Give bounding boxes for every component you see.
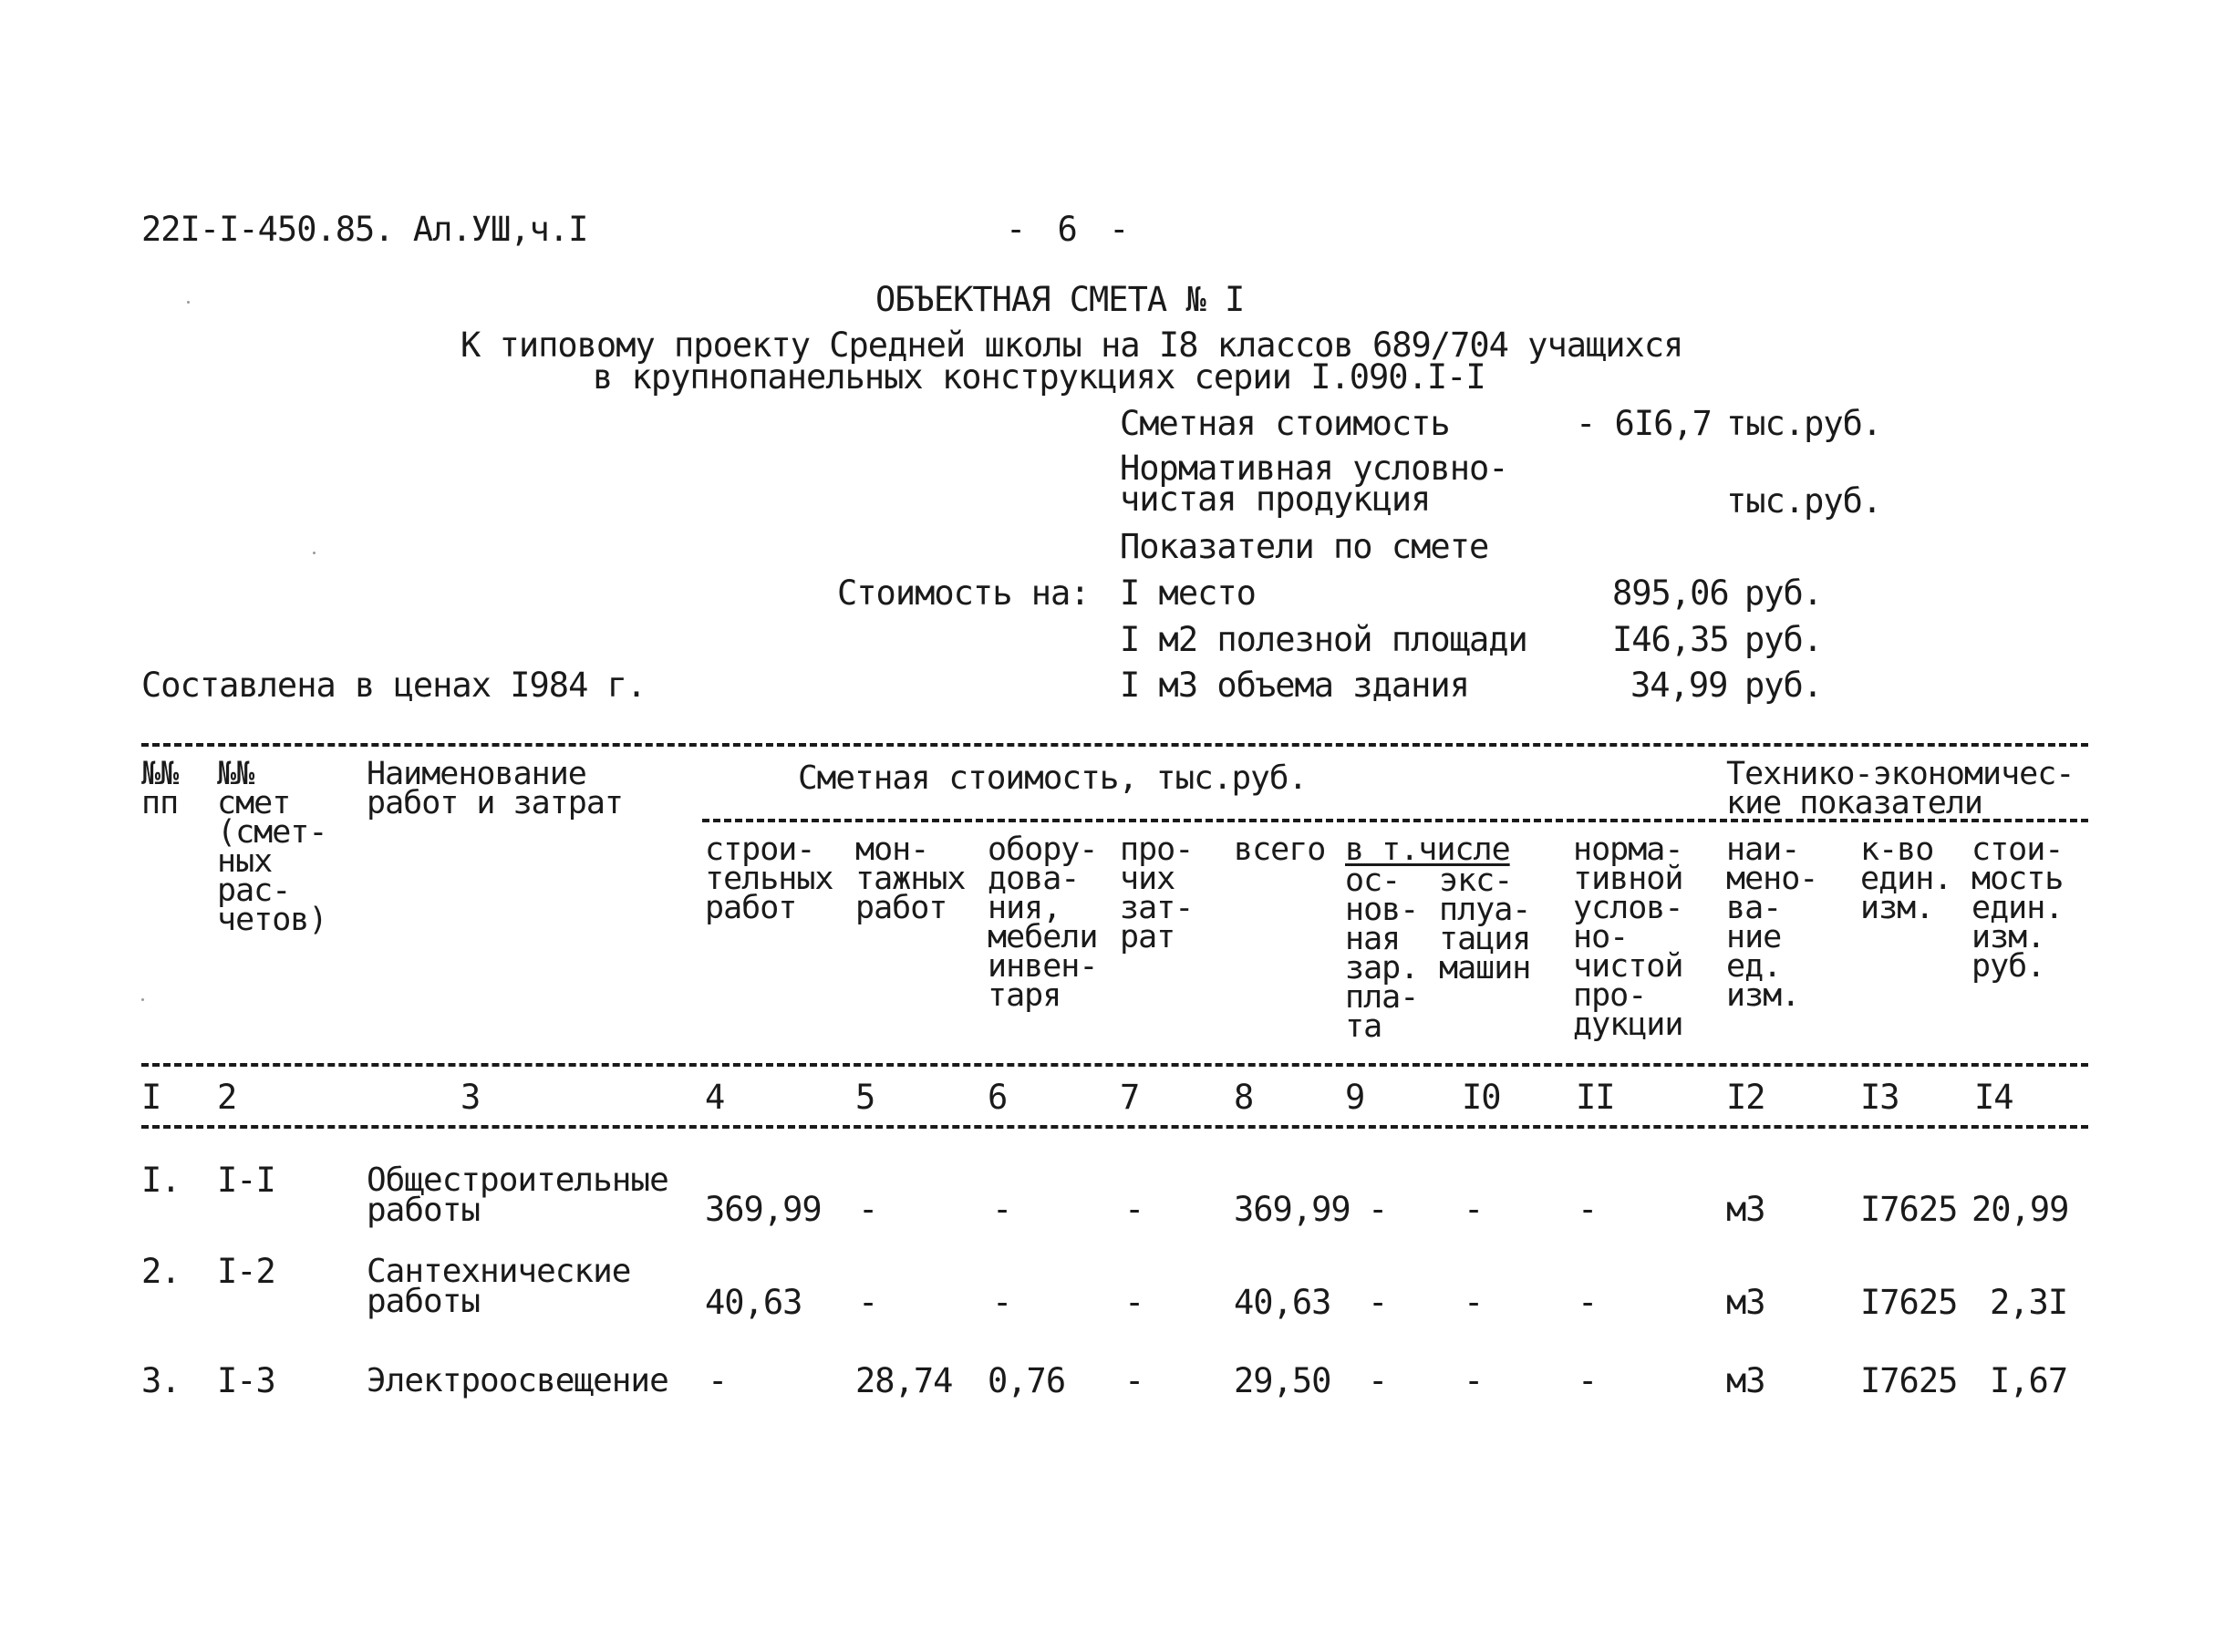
estimated-cost-value: - 6I6,7 xyxy=(1576,404,1712,443)
per-place-value: 895,06 xyxy=(1612,573,1729,613)
row-unit-cost: 20,99 xyxy=(1971,1190,2069,1229)
column-number: I2 xyxy=(1726,1078,1765,1117)
row-machines: - xyxy=(1464,1190,1484,1229)
column-number: 2 xyxy=(217,1078,237,1117)
header-col-5: мон- тажных работ xyxy=(855,831,966,926)
header-col-10: экс- плуа- тация машин xyxy=(1439,862,1531,986)
normative-label: Нормативная условно- чистая продукция xyxy=(1120,449,1508,519)
row-quantity: I7625 xyxy=(1860,1190,1958,1229)
header-group-tech: Технико-экономичес- кие показатели xyxy=(1726,756,2075,821)
header-col-8: всего xyxy=(1234,831,1326,868)
row-build-cost: 369,99 xyxy=(705,1190,822,1229)
estimated-cost-label: Сметная стоимость xyxy=(1120,404,1450,443)
scan-speck xyxy=(187,301,190,304)
header-col-14: стои- мость един. изм. руб. xyxy=(1971,831,2064,985)
per-place-unit: руб. xyxy=(1744,573,1823,613)
per-m3-value: 34,99 xyxy=(1630,666,1728,705)
per-m2-label: I м2 полезной площади xyxy=(1120,620,1527,659)
document-subtitle-line1: К типовому проекту Средней школы на I8 классов 689/704 учащихся xyxy=(461,325,1683,365)
column-number: 5 xyxy=(855,1078,875,1117)
column-number: II xyxy=(1576,1078,1615,1117)
header-col-13: к-во един. изм. xyxy=(1860,831,1952,926)
row-quantity: I7625 xyxy=(1860,1361,1958,1400)
column-number: 7 xyxy=(1120,1078,1140,1117)
row-work-name: Сантехнические работы xyxy=(367,1253,631,1320)
header-col-3: Наименование работ и затрат xyxy=(367,756,624,821)
row-number: 3. xyxy=(141,1361,181,1400)
header-incl: в т.числе xyxy=(1345,831,1510,868)
row-unit: м3 xyxy=(1726,1283,1765,1322)
per-m2-value: I46,35 xyxy=(1612,620,1729,659)
row-machines: - xyxy=(1464,1283,1484,1322)
table-header-rule xyxy=(141,1063,2088,1067)
row-wage: - xyxy=(1368,1283,1388,1322)
header-col-7: про- чих зат- рат xyxy=(1120,831,1194,955)
header-col-4: строи- тельных работ xyxy=(705,831,833,926)
row-unit-cost: 2,3I xyxy=(1990,1283,2068,1322)
row-normative: - xyxy=(1578,1361,1598,1400)
row-estimate-ref: I-3 xyxy=(217,1361,275,1400)
header-col-2: №№ смет (смет- ных рас- четов) xyxy=(217,756,327,938)
row-work-name: Электроосвещение xyxy=(367,1362,668,1399)
row-wage: - xyxy=(1368,1190,1388,1229)
document-code: 22I-I-450.85. Ал.УШ,ч.I xyxy=(141,210,588,249)
row-other-cost: - xyxy=(1124,1190,1144,1229)
column-number: I4 xyxy=(1974,1078,2013,1117)
row-equip-cost: 0,76 xyxy=(988,1361,1066,1400)
page-number: - 6 - xyxy=(1006,210,1135,249)
per-m3-label: I м3 объема здания xyxy=(1120,666,1469,705)
row-mount-cost: - xyxy=(858,1283,878,1322)
scan-speck xyxy=(313,552,316,554)
row-normative: - xyxy=(1578,1283,1598,1322)
row-quantity: I7625 xyxy=(1860,1283,1958,1322)
row-mount-cost: 28,74 xyxy=(855,1361,953,1400)
column-number: I0 xyxy=(1462,1078,1501,1117)
column-number: 4 xyxy=(705,1078,725,1117)
column-number: 6 xyxy=(988,1078,1008,1117)
row-number: 2. xyxy=(141,1252,181,1291)
row-other-cost: - xyxy=(1124,1361,1144,1400)
estimated-cost-unit: тыс.руб. xyxy=(1726,404,1882,443)
row-total-cost: 29,50 xyxy=(1234,1361,1331,1400)
per-place-label: I место xyxy=(1120,573,1256,613)
header-col-11: норма- тивной услов- но- чистой про- дукции xyxy=(1573,831,1683,1043)
table-top-rule xyxy=(141,743,2088,747)
cost-for-label: Стоимость на: xyxy=(837,573,1090,613)
row-estimate-ref: I-2 xyxy=(217,1252,275,1291)
indicators-label: Показатели по смете xyxy=(1120,527,1489,566)
column-number: 3 xyxy=(461,1078,481,1117)
column-number: 8 xyxy=(1234,1078,1254,1117)
row-work-name: Общестроительные работы xyxy=(367,1162,668,1229)
row-number: I. xyxy=(141,1161,181,1200)
row-unit: м3 xyxy=(1726,1190,1765,1229)
row-machines: - xyxy=(1464,1361,1484,1400)
column-number: 9 xyxy=(1345,1078,1365,1117)
row-build-cost: - xyxy=(708,1361,728,1400)
row-unit: м3 xyxy=(1726,1361,1765,1400)
row-other-cost: - xyxy=(1124,1283,1144,1322)
header-col-9: ос- нов- ная зар. пла- та xyxy=(1345,862,1419,1045)
row-mount-cost: - xyxy=(858,1190,878,1229)
prices-note: Составлена в ценах I984 г. xyxy=(141,666,647,705)
row-wage: - xyxy=(1368,1361,1388,1400)
row-total-cost: 40,63 xyxy=(1234,1283,1331,1322)
row-unit-cost: I,67 xyxy=(1990,1361,2068,1400)
document-subtitle-line2: в крупнопанельных конструкциях серии I.090.I-I xyxy=(593,357,1485,397)
table-numbers-rule xyxy=(141,1125,2088,1129)
header-col-12: наи- мено- ва- ние ед. изм. xyxy=(1726,831,1818,1014)
header-col-6: обору- дова- ния, мебели инвен- таря xyxy=(988,831,1098,1014)
document-title: ОБЪЕКТНАЯ СМЕТА № I xyxy=(875,280,1245,319)
column-number: I3 xyxy=(1860,1078,1899,1117)
header-col-1: №№ пп xyxy=(141,756,179,821)
per-m3-unit: руб. xyxy=(1744,666,1823,705)
row-equip-cost: - xyxy=(992,1190,1012,1229)
row-total-cost: 369,99 xyxy=(1234,1190,1351,1229)
row-estimate-ref: I-I xyxy=(217,1161,275,1200)
per-m2-unit: руб. xyxy=(1744,620,1823,659)
scan-speck xyxy=(141,998,144,1001)
row-normative: - xyxy=(1578,1190,1598,1229)
column-number: I xyxy=(141,1078,161,1117)
header-group-cost: Сметная стоимость, тыс.руб. xyxy=(798,759,1308,797)
row-equip-cost: - xyxy=(992,1283,1012,1322)
normative-unit: тыс.руб. xyxy=(1726,481,1882,521)
row-build-cost: 40,63 xyxy=(705,1283,802,1322)
